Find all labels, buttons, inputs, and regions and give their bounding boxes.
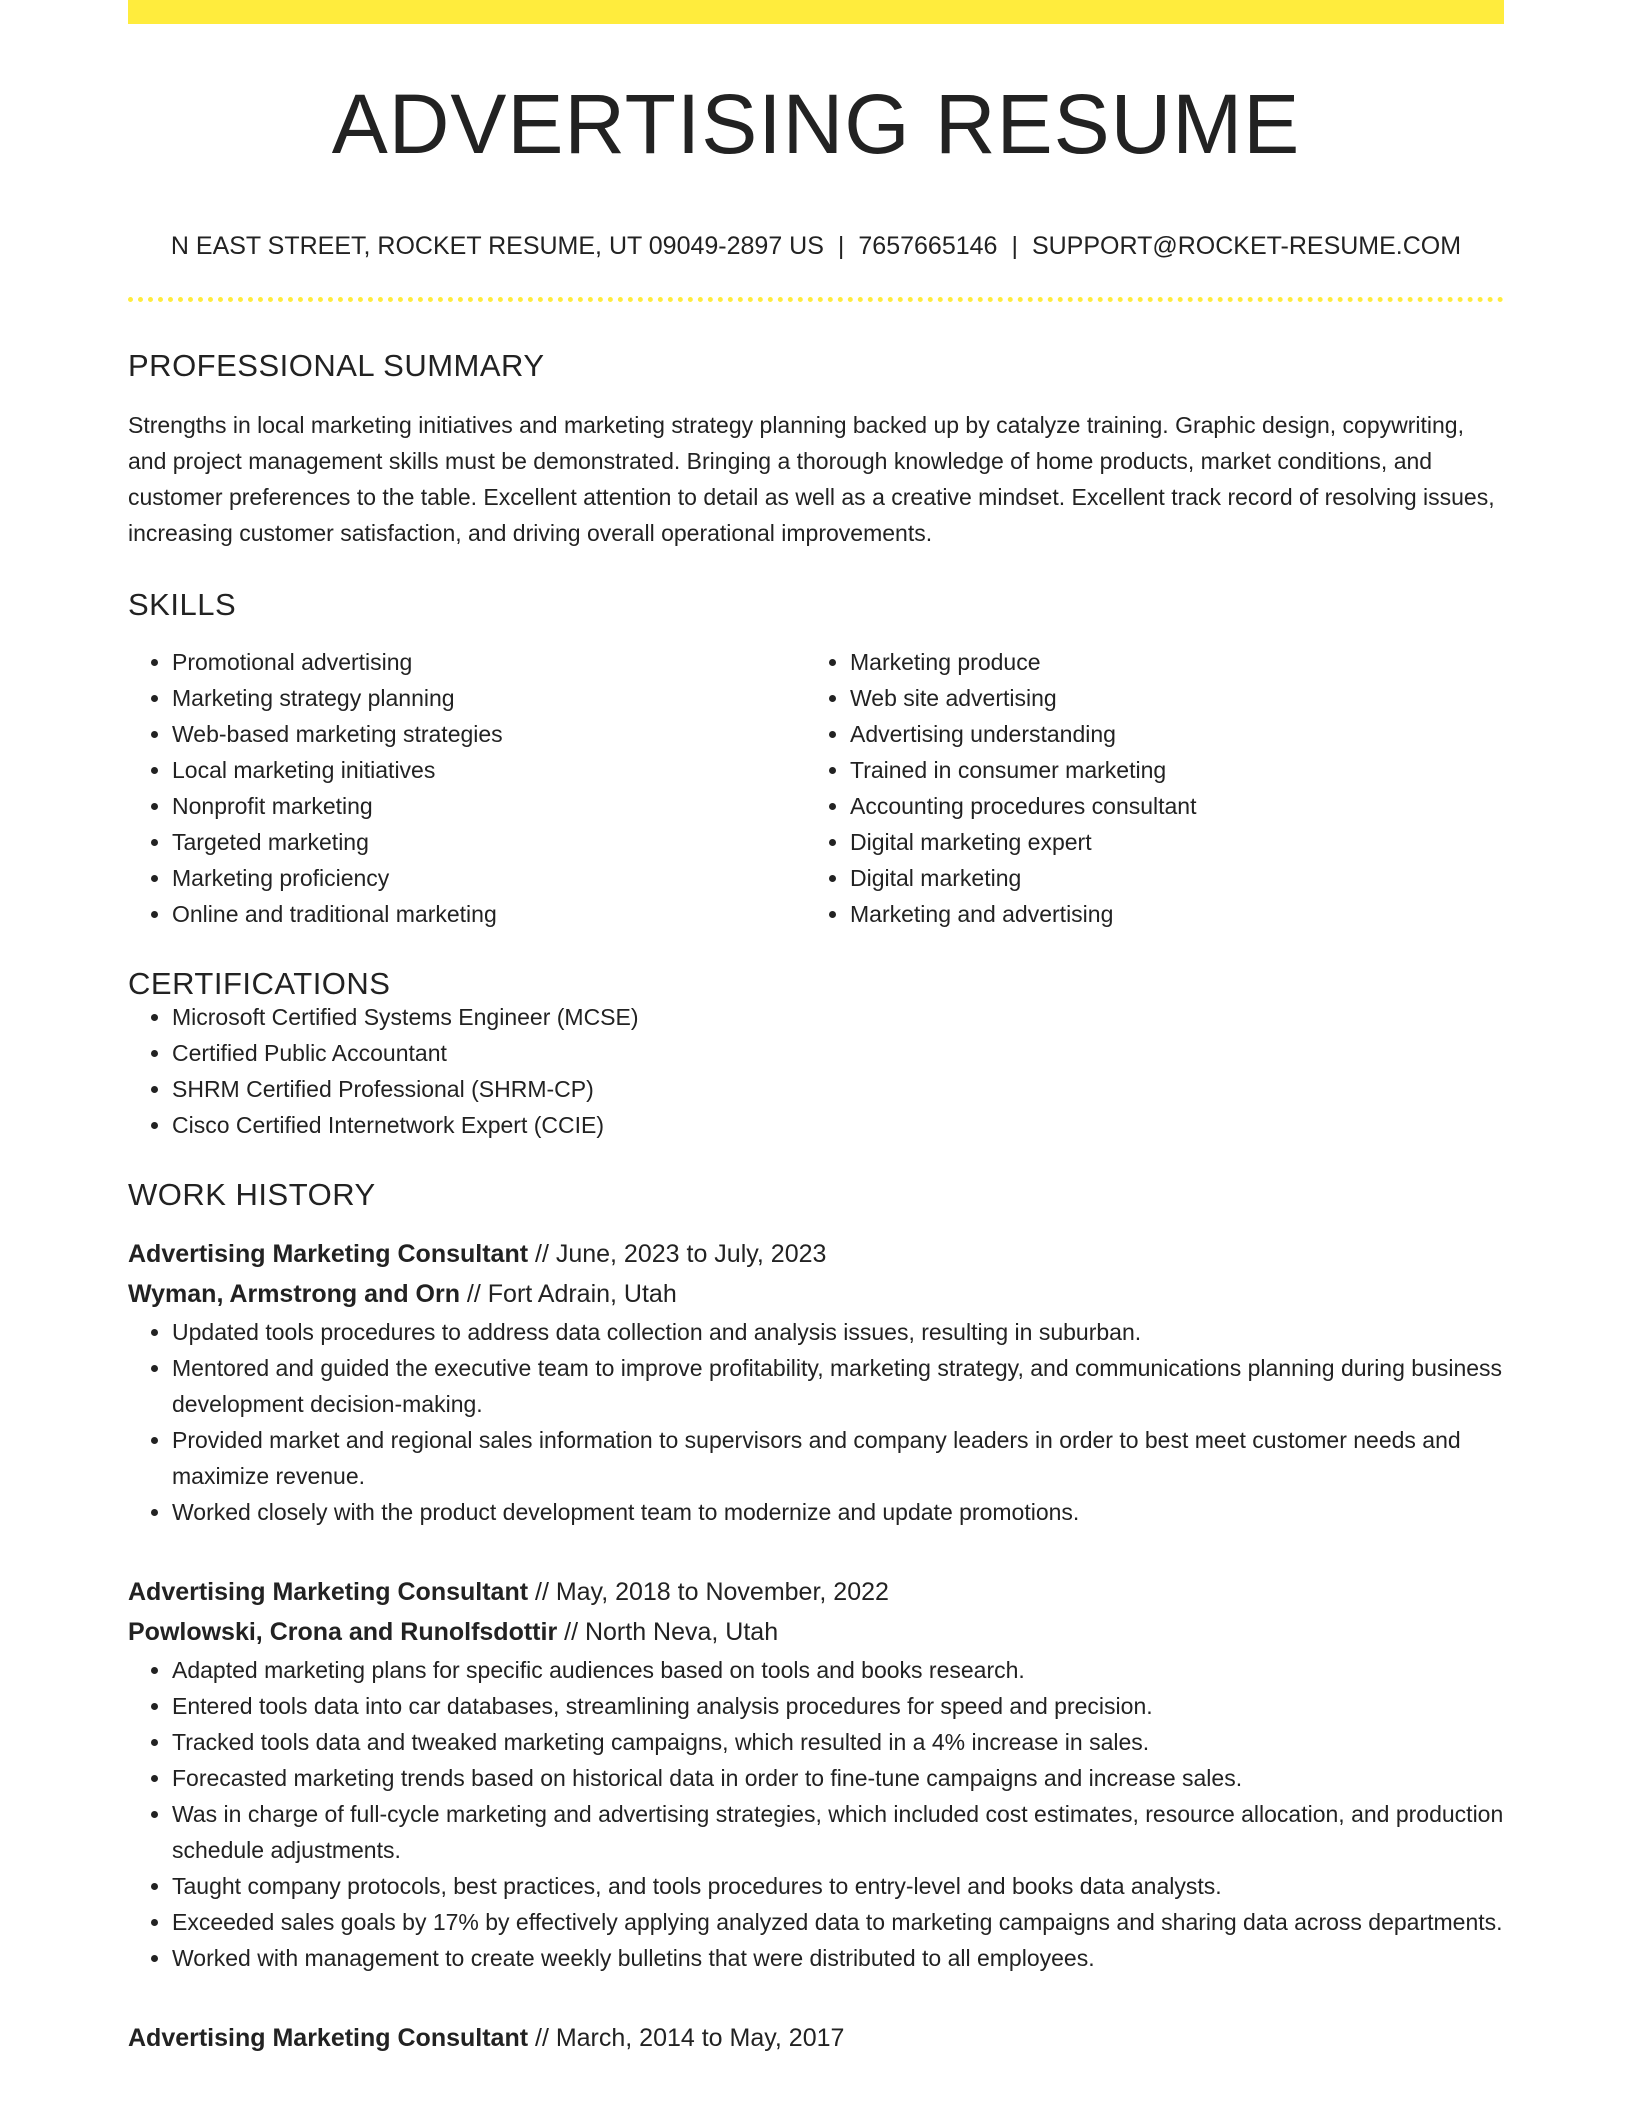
certification-item: • Microsoft Certified Systems Engineer (MCSE) <box>172 999 1504 1035</box>
accent-top-bar <box>128 0 1504 24</box>
job-company: Powlowski, Crona and Runolfsdottir <box>128 1618 558 1646</box>
job-bullet: • Forecasted marketing trends based on historical data in order to fine-tune campaigns and increase sales. <box>172 1760 1504 1796</box>
contact-separator: | <box>1011 232 1018 260</box>
job-bullet: • Exceeded sales goals by 17% by effectively applying analyzed data to marketing campaigns and sharing data across departments. <box>172 1904 1504 1940</box>
certification-item: • SHRM Certified Professional (SHRM-CP) <box>172 1071 1504 1107</box>
job-bullet: • Worked closely with the product development team to modernize and update promotions. <box>172 1494 1504 1530</box>
skill-item: • Online and traditional marketing <box>172 896 806 932</box>
skill-item: • Digital marketing <box>850 860 1484 896</box>
skills-left-column <box>128 644 806 932</box>
job-bullet: • Taught company protocols, best practices, and tools procedures to entry-level and books data analysts. <box>172 1868 1504 1904</box>
skills-columns <box>128 644 1504 932</box>
job-bullet: • Adapted marketing plans for specific audiences based on tools and books research. <box>172 1652 1504 1688</box>
job-bullet: • Was in charge of full-cycle marketing and advertising strategies, which included cost estimates, resource allocation, and production schedule adjustments. <box>172 1796 1504 1868</box>
dotted-divider <box>128 297 1504 302</box>
skill-item: • Advertising understanding <box>850 716 1484 752</box>
skill-item: • Local marketing initiatives <box>172 752 806 788</box>
job-bullet-list <box>128 1314 1504 1530</box>
job-entry <box>128 2018 1504 2058</box>
job-title-line <box>128 1234 1504 1274</box>
summary-heading: PROFESSIONAL SUMMARY <box>128 348 545 383</box>
job-dates: // May, 2018 to November, 2022 <box>528 1578 889 1606</box>
contact-separator: | <box>837 232 845 260</box>
skill-item: • Promotional advertising <box>172 644 806 680</box>
skill-item: • Accounting procedures consultant <box>850 788 1484 824</box>
job-dates: // March, 2014 to May, 2017 <box>528 2024 845 2052</box>
job-bullet: • Entered tools data into car databases, streamlining analysis procedures for speed and precision. <box>172 1688 1504 1724</box>
job-company-line <box>128 1274 1504 1314</box>
job-title: Advertising Marketing Consultant <box>128 2024 529 2052</box>
skills-heading: SKILLS <box>128 587 237 622</box>
job-title-line <box>128 1572 1504 1612</box>
work-history-heading: WORK HISTORY <box>128 1177 376 1212</box>
job-bullet: • Mentored and guided the executive team to improve profitability, marketing strategy, and communications planning during business development decision-making. <box>172 1350 1504 1422</box>
certifications-list <box>128 999 1504 1143</box>
resume-title: ADVERTISING RESUME <box>331 77 1301 171</box>
skill-item: • Targeted marketing <box>172 824 806 860</box>
contact-email: SUPPORT@ROCKET-RESUME.COM <box>1031 232 1462 260</box>
contact-phone: 7657665146 <box>858 232 998 260</box>
job-dates: // June, 2023 to July, 2023 <box>528 1240 827 1268</box>
job-title-line <box>128 2018 1504 2058</box>
certification-item: • Cisco Certified Internetwork Expert (CCIE) <box>172 1107 1504 1143</box>
summary-text: Strengths in local marketing initiatives and marketing strategy planning backed up by catalyze training. Graphic design, copywriting, and project management skills must be demonstrated. Bringing a thorough knowledge of home products, market conditions, and customer preferences to the table. Excellent attention to detail as well as a creative mindset. Excellent track record of resolving issues, increasing customer satisfaction, and driving overall operational improvements. <box>128 412 1495 546</box>
job-bullet: • Updated tools procedures to address data collection and analysis issues, resulting in suburban. <box>172 1314 1504 1350</box>
job-bullet-list <box>128 1652 1504 1976</box>
skill-item: • Trained in consumer marketing <box>850 752 1484 788</box>
job-bullet: • Provided market and regional sales information to supervisors and company leaders in order to best meet customer needs and maximize revenue. <box>172 1422 1504 1494</box>
skill-item: • Marketing strategy planning <box>172 680 806 716</box>
job-bullet: • Worked with management to create weekly bulletins that were distributed to all employees. <box>172 1940 1504 1976</box>
job-title: Advertising Marketing Consultant <box>128 1578 529 1606</box>
certifications-heading: CERTIFICATIONS <box>128 966 391 1001</box>
job-company: Wyman, Armstrong and Orn <box>128 1280 460 1308</box>
job-entry <box>128 1572 1504 1976</box>
job-title: Advertising Marketing Consultant <box>128 1240 529 1268</box>
skill-item: • Marketing produce <box>850 644 1484 680</box>
skill-item: • Web-based marketing strategies <box>172 716 806 752</box>
skill-item: • Nonprofit marketing <box>172 788 806 824</box>
contact-address: N EAST STREET, ROCKET RESUME, UT 09049-2897 US <box>170 232 824 260</box>
skill-item: • Web site advertising <box>850 680 1484 716</box>
skill-item: • Digital marketing expert <box>850 824 1484 860</box>
contact-line <box>128 234 1504 259</box>
skills-right-column <box>806 644 1484 932</box>
job-location: // Fort Adrain, Utah <box>459 1280 677 1308</box>
skill-item: • Marketing and advertising <box>850 896 1484 932</box>
certification-item: • Certified Public Accountant <box>172 1035 1504 1071</box>
job-location: // North Neva, Utah <box>557 1618 779 1646</box>
skills-right-list <box>806 644 1484 932</box>
job-bullet: • Tracked tools data and tweaked marketing campaigns, which resulted in a 4% increase in sales. <box>172 1724 1504 1760</box>
resume-page <box>128 0 1504 2058</box>
skills-left-list <box>128 644 806 932</box>
skill-item: • Marketing proficiency <box>172 860 806 896</box>
job-company-line <box>128 1612 1504 1652</box>
job-entry <box>128 1234 1504 1530</box>
